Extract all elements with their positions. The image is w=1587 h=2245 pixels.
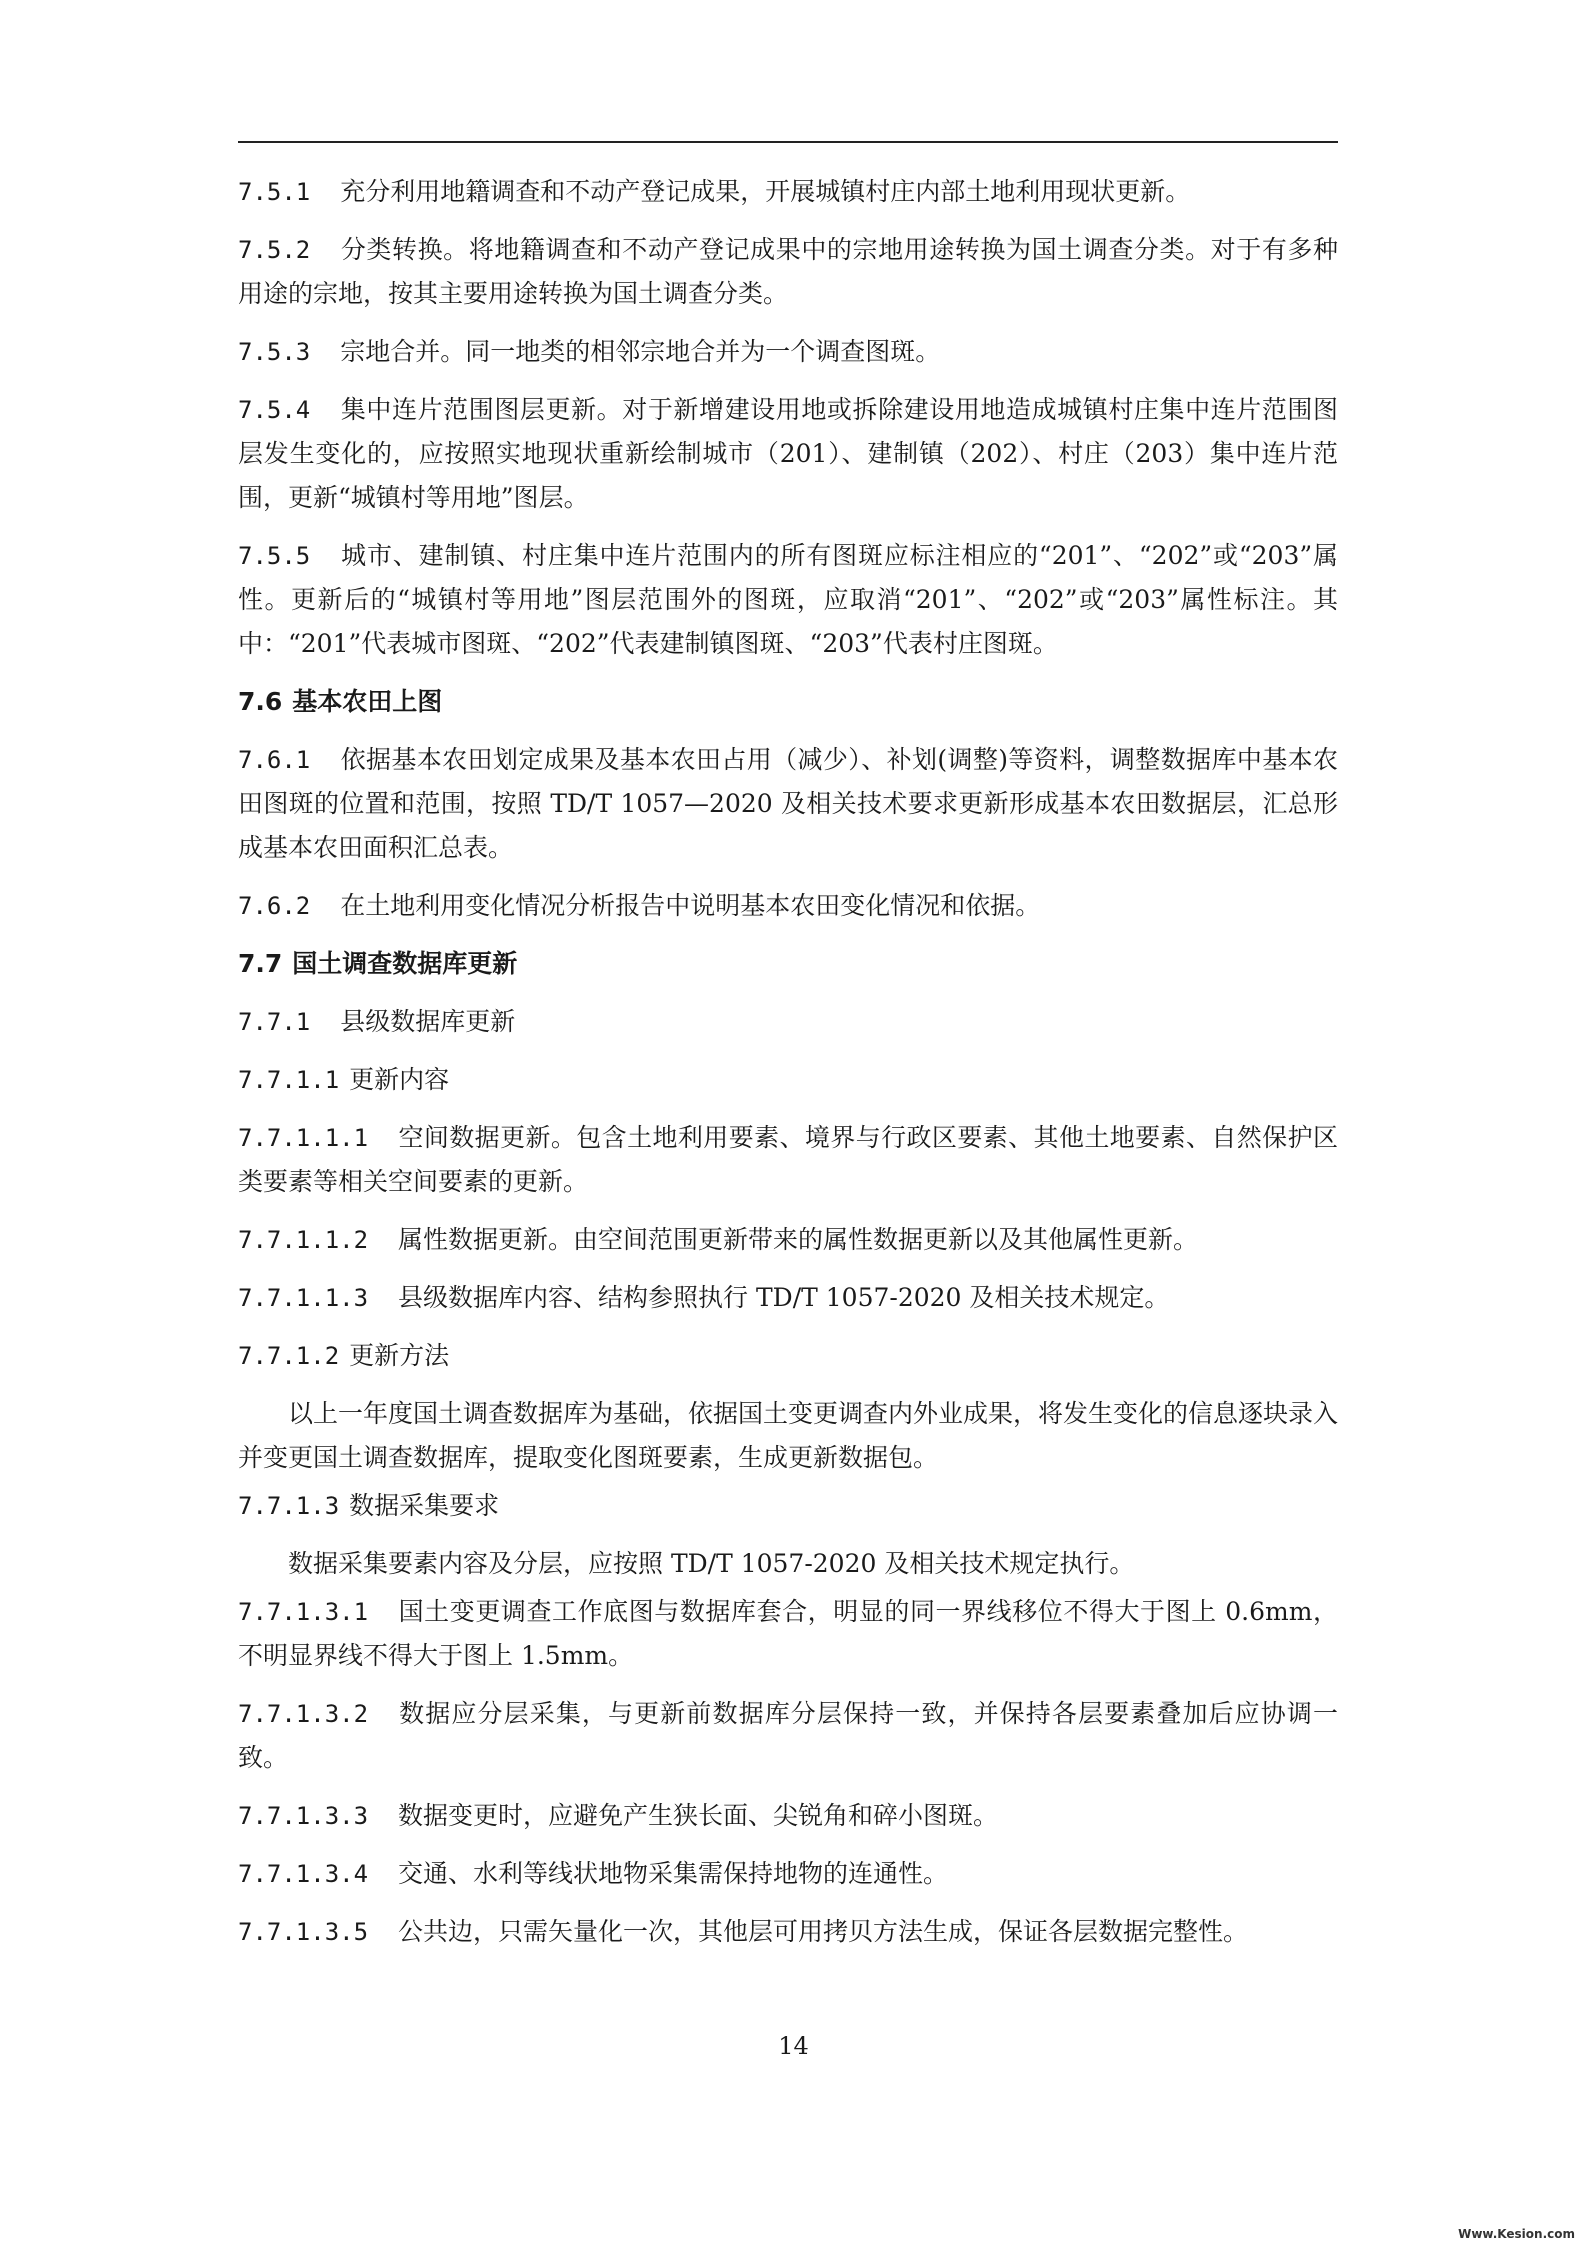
clause-7-7-1-1: 7.7.1.1 更新内容 bbox=[238, 1065, 450, 1094]
paragraph-collection-requirements: 数据采集要素内容及分层，应按照 TD/T 1057-2020 及相关技术规定执行。 bbox=[288, 1549, 1135, 1578]
clause-7-7-1: 7.7.1 县级数据库更新 bbox=[238, 1007, 516, 1036]
watermark: Www.Kesion.com bbox=[1458, 2227, 1575, 2241]
clause-7-5-4: 7.5.4 集中连片范围图层更新。对于新增建设用地或拆除建设用地造成城镇村庄集中连片范围图层发生变化的，应按照实地现状重新绘制城市（201）、建制镇（202）、村庄（203）集中连片范围，更新“城镇村等用地”图层。 bbox=[238, 395, 1338, 512]
clause-7-7-1-3: 7.7.1.3 数据采集要求 bbox=[238, 1491, 500, 1520]
clause-7-7-1-1-3: 7.7.1.1.3 县级数据库内容、结构参照执行 TD/T 1057-2020 及相关技术规定。 bbox=[238, 1283, 1170, 1312]
clause-7-7-1-3-2: 7.7.1.3.2 数据应分层采集，与更新前数据库分层保持一致，并保持各层要素叠加后应协调一致。 bbox=[238, 1699, 1338, 1772]
clause-7-7-1-3-5: 7.7.1.3.5 公共边，只需矢量化一次，其他层可用拷贝方法生成，保证各层数据完整性。 bbox=[238, 1917, 1249, 1946]
clause-7-5-3: 7.5.3 宗地合并。同一地类的相邻宗地合并为一个调查图斑。 bbox=[238, 337, 941, 366]
clause-7-7-1-1-2: 7.7.1.1.2 属性数据更新。由空间范围更新带来的属性数据更新以及其他属性更新。 bbox=[238, 1225, 1199, 1254]
header-rule bbox=[238, 141, 1338, 143]
clause-7-5-2: 7.5.2 分类转换。将地籍调查和不动产登记成果中的宗地用途转换为国土调查分类。对于有多种用途的宗地，按其主要用途转换为国土调查分类。 bbox=[238, 235, 1338, 308]
paragraph-update-method: 以上一年度国土调查数据库为基础，依据国土变更调查内外业成果，将发生变化的信息逐块录入并变更国土调查数据库，提取变化图斑要素，生成更新数据包。 bbox=[238, 1399, 1339, 1472]
clause-7-7-1-1-1: 7.7.1.1.1 空间数据更新。包含土地利用要素、境界与行政区要素、其他土地要素、自然保护区类要素等相关空间要素的更新。 bbox=[238, 1123, 1338, 1196]
clause-7-5-5: 7.5.5 城市、建制镇、村庄集中连片范围内的所有图斑应标注相应的“201”、“202”或“203”属性。更新后的“城镇村等用地”图层范围外的图斑，应取消“201”、“202”或“203”属性标注。其中：“201”代表城市图斑、“202”代表建制镇图斑、“203”代表村庄图斑。 bbox=[238, 541, 1338, 658]
clause-7-7-1-2: 7.7.1.2 更新方法 bbox=[238, 1341, 450, 1370]
document-body bbox=[238, 170, 1338, 1968]
clause-7-6-1: 7.6.1 依据基本农田划定成果及基本农田占用（减少）、补划(调整)等资料，调整数据库中基本农田图斑的位置和范围，按照 TD/T 1057—2020 及相关技术要求更新形成基本农田数据层，汇总形成基本农田面积汇总表。 bbox=[238, 745, 1338, 862]
clause-7-5-1: 7.5.1 充分利用地籍调查和不动产登记成果，开展城镇村庄内部土地利用现状更新。 bbox=[238, 177, 1191, 206]
clause-7-7-1-3-3: 7.7.1.3.3 数据变更时，应避免产生狭长面、尖锐角和碎小图斑。 bbox=[238, 1801, 999, 1830]
clause-7-7-1-3-4: 7.7.1.3.4 交通、水利等线状地物采集需保持地物的连通性。 bbox=[238, 1859, 949, 1888]
heading-7-7: 7.7 国土调查数据库更新 bbox=[238, 949, 518, 978]
heading-7-6: 7.6 基本农田上图 bbox=[238, 687, 443, 716]
page-number: 14 bbox=[778, 2032, 809, 2060]
clause-7-7-1-3-1: 7.7.1.3.1 国土变更调查工作底图与数据库套合，明显的同一界线移位不得大于图上 0.6mm，不明显界线不得大于图上 1.5mm。 bbox=[238, 1597, 1338, 1670]
clause-7-6-2: 7.6.2 在土地利用变化情况分析报告中说明基本农田变化情况和依据。 bbox=[238, 891, 1041, 920]
